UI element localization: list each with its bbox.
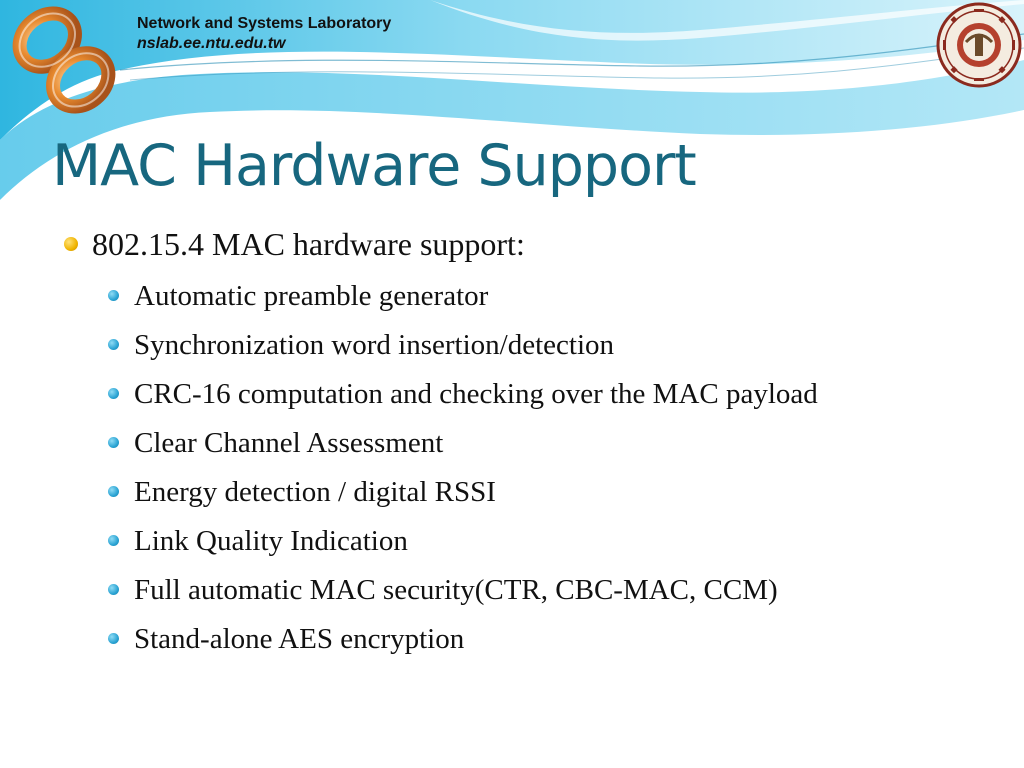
sub-bullet-icon	[108, 388, 119, 399]
sub-bullet-icon	[108, 290, 119, 301]
sub-bullet-text: Link Quality Indication	[134, 525, 408, 557]
sub-bullet-item	[134, 325, 994, 365]
sub-bullet-icon	[108, 633, 119, 644]
sub-bullet-text: Stand-alone AES encryption	[134, 623, 465, 655]
sub-bullet-icon	[108, 486, 119, 497]
slide-title: MAC Hardware Support	[52, 133, 696, 199]
sub-bullet-list	[134, 276, 994, 668]
sub-bullet-text: Clear Channel Assessment	[134, 427, 444, 459]
university-seal-icon	[936, 2, 1022, 88]
main-bullet-text: 802.15.4 MAC hardware support:	[92, 226, 525, 262]
sub-bullet-icon	[108, 437, 119, 448]
main-bullet-item	[92, 224, 525, 264]
nslab-logo-icon	[8, 4, 120, 116]
sub-bullet-item	[134, 276, 994, 316]
main-bullet-icon	[64, 237, 78, 251]
sub-bullet-text: Automatic preamble generator	[134, 280, 489, 312]
sub-bullet-item	[134, 570, 994, 610]
sub-bullet-icon	[108, 584, 119, 595]
sub-bullet-item	[134, 374, 994, 414]
sub-bullet-item	[134, 521, 994, 561]
sub-bullet-icon	[108, 339, 119, 350]
lab-name: Network and Systems Laboratory	[137, 15, 392, 32]
sub-bullet-item	[134, 423, 994, 463]
sub-bullet-text: Synchronization word insertion/detection	[134, 329, 615, 361]
sub-bullet-item	[134, 619, 994, 659]
sub-bullet-text: Energy detection / digital RSSI	[134, 476, 496, 508]
lab-url: nslab.ee.ntu.edu.tw	[137, 35, 286, 52]
lab-header	[137, 14, 391, 53]
sub-bullet-item	[134, 472, 994, 512]
sub-bullet-icon	[108, 535, 119, 546]
sub-bullet-text: CRC-16 computation and checking over the MAC payload	[134, 378, 818, 410]
sub-bullet-text: Full automatic MAC security(CTR, CBC-MAC, CCM)	[134, 574, 778, 606]
